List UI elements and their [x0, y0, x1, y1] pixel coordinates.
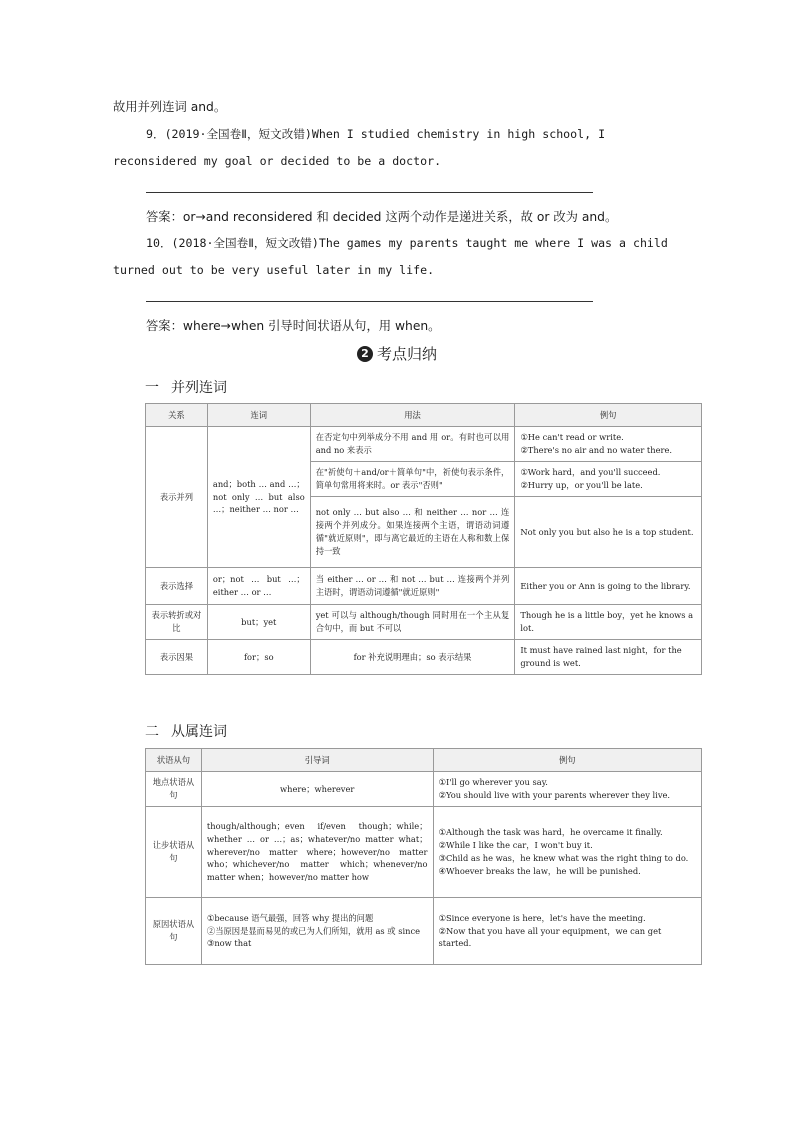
example-cell: It must have rained last night，for the ground is wet.: [515, 640, 702, 675]
section-title: 考点归纳: [376, 345, 437, 363]
table-row: [146, 640, 702, 675]
answer-9-text: or→and reconsidered 和 decided 这两个动作是递进关系，故 or 改为 and。: [182, 210, 618, 224]
table-row: [146, 807, 702, 898]
example-cell: Either you or Ann is going to the library.: [515, 568, 702, 605]
coordinating-conjunction-table: [145, 403, 702, 675]
part-2-number: 二: [145, 724, 159, 740]
usage-cell: 在否定句中列举成分不用 and 用 or。有时也可以用 and no 来表示: [310, 427, 515, 462]
relation-cell: 表示选择: [146, 568, 208, 605]
header-connective: 引导词: [201, 749, 433, 772]
example-line: ①I'll go wherever you say.: [438, 777, 548, 788]
example-cell: Not only you but also he is a top student.: [515, 497, 702, 568]
question-9-line-2: reconsidered my goal or decided to be a doctor.: [113, 154, 442, 168]
example-cell: [433, 807, 701, 898]
example-cell: [515, 427, 702, 462]
usage-cell: 在"祈使句＋and/or＋简单句"中，祈使句表示条件，简单句常用将来时。or 表示"否则": [310, 462, 515, 497]
question-10-line-2: turned out to be very useful later in my life.: [113, 263, 435, 277]
connective-line: ③now that: [206, 938, 252, 949]
connective-line: ②当原因是显而易见的或已为人们所知，就用 as 或 since: [206, 925, 421, 936]
answer-9: [146, 207, 617, 225]
part-2-title: 从属连词: [171, 724, 227, 740]
section-heading: [0, 343, 794, 364]
example-line: ①Since everyone is here，let's have the meeting.: [438, 912, 646, 923]
example-line: ①Although the task was hard，he overcame it finally.: [438, 827, 663, 838]
usage-cell: not only … but also … 和 neither … nor … 连接两个并列成分。如果连接两个主语，谓语动词遵循"就近原则"，即与离它最近的主语在人称和数上保持一致: [310, 497, 515, 568]
answer-10: [146, 316, 440, 334]
example-line: ①He can't read or write.: [520, 432, 624, 443]
answer-9-label: 答案：: [146, 210, 183, 224]
answer-10-text: where→when 引导时间状语从句，用 when。: [182, 319, 441, 333]
part-1-title: 并列连词: [171, 380, 227, 396]
conjunction-cell: for；so: [207, 640, 310, 675]
connective-cell: though/although；even if/even though；while；whether … or …；as；whatever/no matter what；wherever/no matter where；however/no matter who；whichever/no matter which；whenever/no matter when；however/no matter how: [201, 807, 433, 898]
answer-blank-9: [146, 192, 593, 193]
table-header-row: [146, 749, 702, 772]
connective-cell: [201, 898, 433, 965]
relation-cell: 表示并列: [146, 427, 208, 568]
relation-cell: 表示因果: [146, 640, 208, 675]
usage-cell: 当 either … or … 和 not … but … 连接两个并列主语时，谓语动词遵循"就近原则": [310, 568, 515, 605]
section-number-badge: 2: [357, 346, 373, 362]
example-line: ①Work hard，and you'll succeed.: [520, 467, 661, 478]
example-line: ③Child as he was，he knew what was the right thing to do.: [438, 853, 689, 863]
answer-10-label: 答案：: [146, 319, 183, 333]
example-line: ②Now that you have all your equipment，we can get started.: [438, 925, 662, 949]
part-1-number: 一: [145, 380, 159, 396]
example-line: ②You should live with your parents wherever they live.: [438, 790, 671, 800]
table-row: [146, 427, 702, 462]
example-line: ④Whoever breaks the law，he will be punished.: [438, 865, 641, 876]
example-cell: [433, 898, 701, 965]
example-cell: Though he is a little boy，yet he knows a lot.: [515, 605, 702, 640]
question-9-line-1: 9．(2019·全国卷Ⅱ，短文改错)When I studied chemistry in high school, I: [146, 127, 606, 141]
part-1-heading: [145, 377, 227, 397]
clause-type-cell: 原因状语从句: [146, 898, 202, 965]
header-example: 例句: [433, 749, 701, 772]
connective-line: ①because 语气最强，回答 why 提出的问题: [206, 912, 374, 923]
subordinating-conjunction-table: [145, 748, 702, 965]
table-row: [146, 772, 702, 807]
table-header-row: [146, 404, 702, 427]
example-cell: [515, 462, 702, 497]
intro-line: 故用并列连词 and。: [113, 100, 227, 114]
part-2-heading: [145, 721, 227, 741]
clause-type-cell: 让步状语从句: [146, 807, 202, 898]
example-line: ②There's no air and no water there.: [520, 445, 673, 455]
header-relation: 关系: [146, 404, 208, 427]
header-clause-type: 状语从句: [146, 749, 202, 772]
table-row: [146, 605, 702, 640]
example-line: ②While I like the car，I won't buy it.: [438, 840, 593, 851]
answer-blank-10: [146, 301, 593, 302]
question-10-line-1: 10．(2018·全国卷Ⅱ，短文改错)The games my parents taught me where I was a child: [146, 236, 668, 250]
clause-type-cell: 地点状语从句: [146, 772, 202, 807]
usage-cell: for 补充说明理由；so 表示结果: [310, 640, 515, 675]
table-row: [146, 568, 702, 605]
relation-cell: 表示转折或对比: [146, 605, 208, 640]
usage-cell: yet 可以与 although/though 同时用在一个主从复合句中，而 but 不可以: [310, 605, 515, 640]
header-conjunction: 连词: [207, 404, 310, 427]
conjunction-cell: but；yet: [207, 605, 310, 640]
connective-cell: where；wherever: [201, 772, 433, 807]
example-line: ②Hurry up，or you'll be late.: [520, 480, 643, 490]
conjunction-cell: or；not … but …；either … or …: [207, 568, 310, 605]
header-usage: 用法: [310, 404, 515, 427]
example-cell: [433, 772, 701, 807]
conjunction-cell: and；both … and …；not only … but also …；neither … nor …: [207, 427, 310, 568]
header-example: 例句: [515, 404, 702, 427]
table-row: [146, 898, 702, 965]
